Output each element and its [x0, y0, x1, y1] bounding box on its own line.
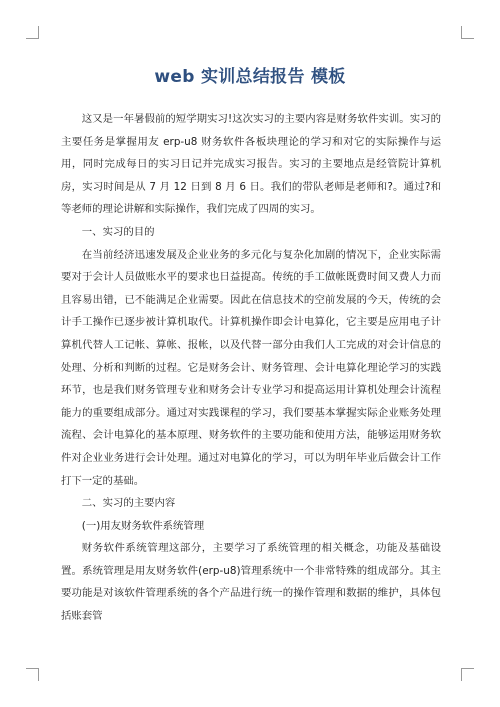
system-management-paragraph: 财务软件系统管理这部分，主要学习了系统管理的相关概念，功能及基础设置。系统管理是用友财务软件(erp-u8)管理系统中一个非常特殊的组成部分。其主要功能是对该软件管理系统的各个产品进行统一的操作管理和数据的维护，具体包括账套管 [61, 542, 441, 623]
section-heading-content: 二、实习的主要内容 [81, 497, 176, 510]
crop-mark-top-right [461, 26, 474, 39]
purpose-paragraph: 在当前经济迅速发展及企业业务的多元化与复杂化加剧的情况下，企业实际需要对于会计人员做账水平的要求也日益提高。传统的手工做帐既费时间又费人力而且容易出错，已不能满足企业需要。因此在信息技术的空前发展的今天，传统的会计手工操作已逐步被计算机取代。计算机操作即会计电算化，它主要是应用电子计算机代替人工记帐、算帐、报帐，以及代替一部分由我们人工完成的对会计信息的处理、分析和判断的过程。它是财务会计、财务管理、会计电算化理论学习的实践环节，也是我们财务管理专业和财务会计专业学习和提高运用计算机处理会计流程能力的重要组成部分。通过对实践课程的学习，我们要基本掌握实际企业账务处理流程、会计电算化的基本原理、财务软件的主要功能和使用方法，能够运用财务软件对企业业务进行会计处理。通过对电算化的学习，可以为明年毕业后做会计工作打下一定的基础。 [61, 248, 441, 487]
crop-mark-bottom-right [461, 668, 474, 681]
section-heading-purpose: 一、实习的目的 [81, 225, 155, 238]
document-body [61, 108, 441, 628]
crop-mark-top-left [26, 26, 39, 39]
crop-mark-bottom-left [26, 668, 39, 681]
subsection-heading-system-management: (一)用友财务软件系统管理 [81, 519, 205, 532]
intro-paragraph: 这又是一年暑假前的短学期实习!这次实习的主要内容是财务软件实训。实习的主要任务是掌握用友 erp-u8 财务软件各板块理论的学习和对它的实际操作与运用，同时完成每日的实习日记并完成实习报告。实习的主要地点是经管院计算机房，实习时间是从 7 月 12 日到 8 月 6 日。我们的带队老师是老师和?。通过?和等老师的理论讲解和实际操作，我们完成了四周的实习。 [61, 113, 441, 216]
document-title: web 实训总结报告 模板 [154, 67, 346, 87]
